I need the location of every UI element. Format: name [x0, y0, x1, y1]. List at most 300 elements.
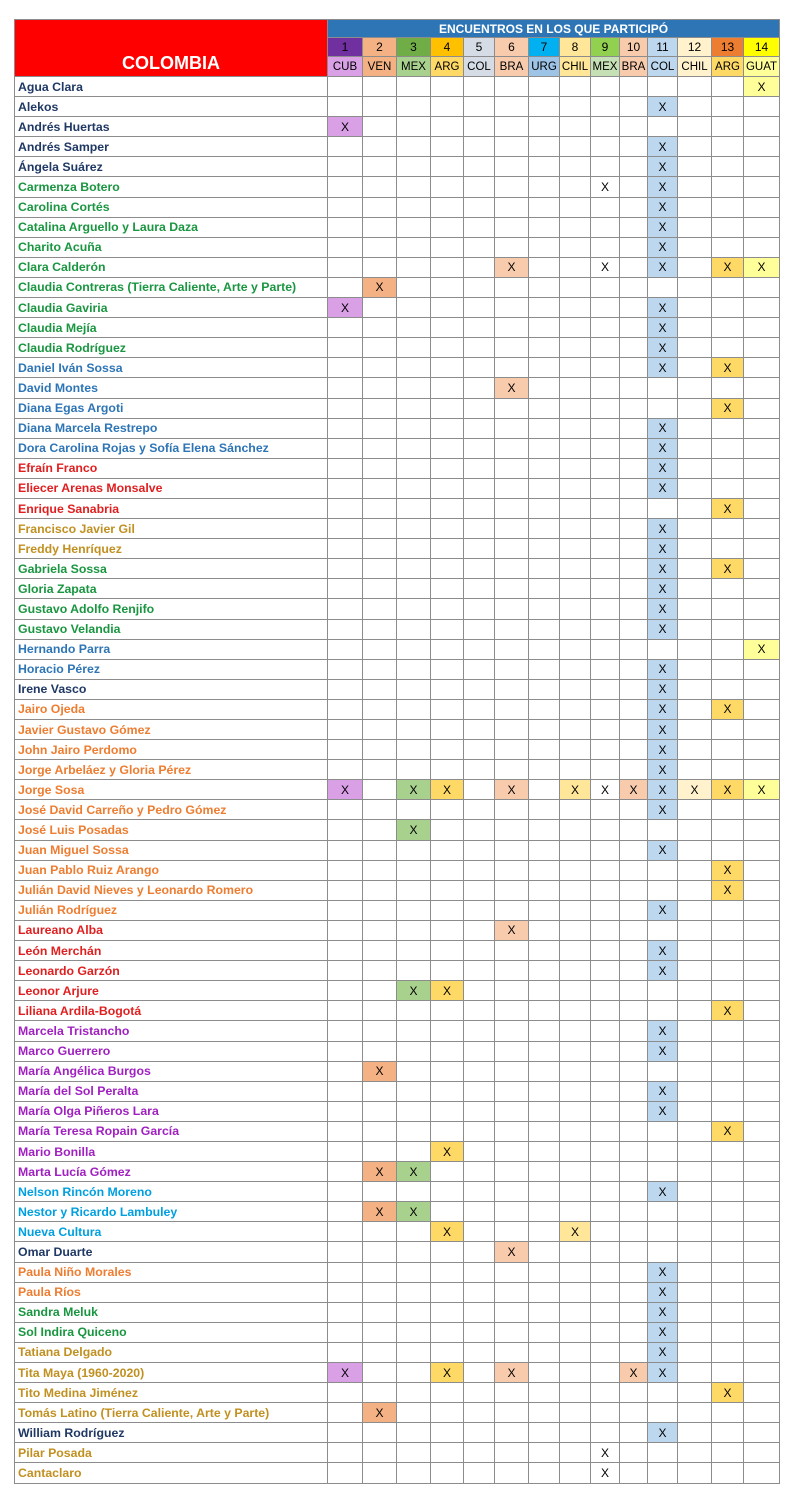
empty-cell — [648, 378, 678, 398]
participation-mark: X — [397, 1162, 431, 1182]
empty-cell — [397, 97, 431, 117]
empty-cell — [363, 197, 397, 217]
empty-cell — [397, 438, 431, 458]
empty-cell — [591, 378, 620, 398]
empty-cell — [529, 1001, 560, 1021]
participant-row — [15, 77, 780, 97]
participation-mark: X — [648, 579, 678, 599]
participant-row — [15, 237, 780, 257]
empty-cell — [529, 1423, 560, 1443]
participant-row — [15, 1423, 780, 1443]
empty-cell — [712, 900, 744, 920]
empty-cell — [529, 679, 560, 699]
empty-cell — [560, 1081, 591, 1101]
empty-cell — [560, 177, 591, 197]
empty-cell — [464, 1463, 495, 1483]
participant-name: Omar Duarte — [15, 1242, 328, 1262]
empty-cell — [495, 97, 529, 117]
empty-cell — [397, 559, 431, 579]
empty-cell — [328, 398, 363, 418]
empty-cell — [744, 277, 780, 297]
empty-cell — [495, 740, 529, 760]
empty-cell — [397, 498, 431, 518]
empty-cell — [495, 438, 529, 458]
empty-cell — [363, 338, 397, 358]
empty-cell — [431, 800, 464, 820]
participation-mark: X — [648, 1363, 678, 1383]
empty-cell — [397, 358, 431, 378]
empty-cell — [328, 438, 363, 458]
empty-cell — [431, 559, 464, 579]
empty-cell — [431, 1322, 464, 1342]
participant-name: Alekos — [15, 97, 328, 117]
empty-cell — [431, 197, 464, 217]
encuentro-number: 10 — [620, 38, 648, 57]
empty-cell — [620, 699, 648, 719]
participant-name: María Angélica Burgos — [15, 1061, 328, 1081]
empty-cell — [464, 1162, 495, 1182]
participant-name: Andrés Huertas — [15, 117, 328, 137]
participant-row — [15, 840, 780, 860]
empty-cell — [560, 920, 591, 940]
empty-cell — [560, 1041, 591, 1061]
empty-cell — [620, 720, 648, 740]
empty-cell — [620, 157, 648, 177]
participation-mark: X — [648, 1322, 678, 1342]
empty-cell — [591, 900, 620, 920]
participation-mark: X — [363, 1202, 397, 1222]
participation-mark: X — [648, 318, 678, 338]
participant-row — [15, 1242, 780, 1262]
empty-cell — [363, 559, 397, 579]
participation-mark: X — [648, 177, 678, 197]
empty-cell — [363, 298, 397, 318]
participant-name: Mario Bonilla — [15, 1141, 328, 1161]
empty-cell — [712, 1403, 744, 1423]
empty-cell — [591, 740, 620, 760]
participant-name: Claudia Mejía — [15, 318, 328, 338]
empty-cell — [495, 1001, 529, 1021]
empty-cell — [712, 137, 744, 157]
empty-cell — [397, 318, 431, 338]
empty-cell — [464, 800, 495, 820]
empty-cell — [712, 1202, 744, 1222]
empty-cell — [397, 519, 431, 539]
participant-name: Efraín Franco — [15, 458, 328, 478]
encuentros-header: ENCUENTROS EN LOS QUE PARTICIPÓ — [328, 20, 780, 38]
empty-cell — [495, 599, 529, 619]
empty-cell — [560, 860, 591, 880]
empty-cell — [397, 338, 431, 358]
empty-cell — [712, 1282, 744, 1302]
empty-cell — [744, 559, 780, 579]
empty-cell — [648, 1141, 678, 1161]
empty-cell — [648, 1121, 678, 1141]
empty-cell — [744, 237, 780, 257]
empty-cell — [678, 217, 712, 237]
empty-cell — [678, 1262, 712, 1282]
empty-cell — [328, 1463, 363, 1483]
empty-cell — [397, 1443, 431, 1463]
empty-cell — [464, 1262, 495, 1282]
empty-cell — [363, 217, 397, 237]
participant-row — [15, 157, 780, 177]
empty-cell — [431, 358, 464, 378]
empty-cell — [431, 458, 464, 478]
empty-cell — [712, 760, 744, 780]
encuentro-number: 11 — [648, 38, 678, 57]
participation-mark: X — [712, 780, 744, 800]
empty-cell — [431, 1463, 464, 1483]
empty-cell — [529, 197, 560, 217]
empty-cell — [712, 720, 744, 740]
empty-cell — [464, 1081, 495, 1101]
empty-cell — [431, 880, 464, 900]
empty-cell — [328, 97, 363, 117]
empty-cell — [464, 599, 495, 619]
empty-cell — [591, 1162, 620, 1182]
empty-cell — [328, 679, 363, 699]
empty-cell — [678, 1463, 712, 1483]
empty-cell — [712, 1081, 744, 1101]
empty-cell — [744, 177, 780, 197]
participation-mark: X — [648, 780, 678, 800]
empty-cell — [620, 961, 648, 981]
empty-cell — [397, 157, 431, 177]
empty-cell — [495, 1121, 529, 1141]
participation-mark: X — [648, 1101, 678, 1121]
empty-cell — [397, 1302, 431, 1322]
empty-cell — [431, 720, 464, 740]
empty-cell — [678, 257, 712, 277]
participant-name: Gloria Zapata — [15, 579, 328, 599]
empty-cell — [363, 1363, 397, 1383]
empty-cell — [363, 458, 397, 478]
empty-cell — [464, 1021, 495, 1041]
empty-cell — [363, 1021, 397, 1041]
participation-mark: X — [363, 1162, 397, 1182]
empty-cell — [620, 1463, 648, 1483]
participant-name: José Luis Posadas — [15, 820, 328, 840]
empty-cell — [464, 1202, 495, 1222]
empty-cell — [648, 981, 678, 1001]
empty-cell — [560, 1021, 591, 1041]
participation-mark: X — [363, 1061, 397, 1081]
empty-cell — [529, 1463, 560, 1483]
participation-mark: X — [620, 1363, 648, 1383]
empty-cell — [591, 961, 620, 981]
empty-cell — [431, 177, 464, 197]
participation-mark: X — [712, 257, 744, 277]
empty-cell — [495, 900, 529, 920]
empty-cell — [397, 619, 431, 639]
empty-cell — [560, 498, 591, 518]
empty-cell — [328, 1141, 363, 1161]
empty-cell — [529, 920, 560, 940]
participant-name: Sandra Meluk — [15, 1302, 328, 1322]
empty-cell — [529, 880, 560, 900]
empty-cell — [678, 117, 712, 137]
empty-cell — [363, 1242, 397, 1262]
empty-cell — [495, 1061, 529, 1081]
participation-mark: X — [620, 780, 648, 800]
empty-cell — [328, 77, 363, 97]
participant-name: Juan Pablo Ruiz Arango — [15, 860, 328, 880]
empty-cell — [712, 579, 744, 599]
empty-cell — [328, 237, 363, 257]
empty-cell — [744, 880, 780, 900]
participant-row — [15, 117, 780, 137]
empty-cell — [529, 1302, 560, 1322]
empty-cell — [744, 398, 780, 418]
empty-cell — [620, 438, 648, 458]
participation-mark: X — [591, 177, 620, 197]
empty-cell — [712, 1302, 744, 1322]
participation-mark: X — [648, 197, 678, 217]
empty-cell — [678, 338, 712, 358]
empty-cell — [712, 97, 744, 117]
participant-name: Ángela Suárez — [15, 157, 328, 177]
empty-cell — [678, 599, 712, 619]
participant-row — [15, 338, 780, 358]
empty-cell — [560, 1363, 591, 1383]
empty-cell — [678, 720, 712, 740]
empty-cell — [464, 1302, 495, 1322]
empty-cell — [591, 599, 620, 619]
empty-cell — [678, 900, 712, 920]
empty-cell — [620, 1182, 648, 1202]
empty-cell — [678, 298, 712, 318]
participant-name: Clara Calderón — [15, 257, 328, 277]
empty-cell — [363, 498, 397, 518]
empty-cell — [620, 1322, 648, 1342]
empty-cell — [591, 157, 620, 177]
empty-cell — [591, 1101, 620, 1121]
empty-cell — [431, 619, 464, 639]
empty-cell — [529, 559, 560, 579]
empty-cell — [591, 679, 620, 699]
empty-cell — [620, 378, 648, 398]
empty-cell — [431, 97, 464, 117]
participation-mark: X — [328, 780, 363, 800]
empty-cell — [397, 1081, 431, 1101]
participation-mark: X — [648, 1342, 678, 1362]
empty-cell — [328, 277, 363, 297]
empty-cell — [712, 1061, 744, 1081]
empty-cell — [363, 760, 397, 780]
participant-name: John Jairo Perdomo — [15, 740, 328, 760]
participant-row — [15, 177, 780, 197]
empty-cell — [712, 1021, 744, 1041]
empty-cell — [495, 1423, 529, 1443]
participant-row — [15, 1101, 780, 1121]
empty-cell — [560, 1242, 591, 1262]
empty-cell — [397, 800, 431, 820]
empty-cell — [397, 478, 431, 498]
participation-mark: X — [495, 1242, 529, 1262]
empty-cell — [560, 1282, 591, 1302]
participant-name: Pilar Posada — [15, 1443, 328, 1463]
empty-cell — [560, 398, 591, 418]
empty-cell — [328, 559, 363, 579]
empty-cell — [648, 1202, 678, 1222]
empty-cell — [620, 77, 648, 97]
empty-cell — [591, 1041, 620, 1061]
empty-cell — [431, 1041, 464, 1061]
empty-cell — [363, 117, 397, 137]
empty-cell — [560, 257, 591, 277]
empty-cell — [397, 699, 431, 719]
empty-cell — [431, 1282, 464, 1302]
empty-cell — [328, 137, 363, 157]
participant-row — [15, 1302, 780, 1322]
participant-name: José David Carreño y Pedro Gómez — [15, 800, 328, 820]
empty-cell — [678, 1403, 712, 1423]
empty-cell — [529, 539, 560, 559]
empty-cell — [464, 77, 495, 97]
participant-row — [15, 1342, 780, 1362]
empty-cell — [397, 1041, 431, 1061]
empty-cell — [712, 820, 744, 840]
empty-cell — [620, 277, 648, 297]
empty-cell — [363, 639, 397, 659]
empty-cell — [431, 277, 464, 297]
participant-name: Daniel Iván Sossa — [15, 358, 328, 378]
empty-cell — [431, 1121, 464, 1141]
empty-cell — [591, 1282, 620, 1302]
empty-cell — [591, 358, 620, 378]
empty-cell — [529, 1383, 560, 1403]
empty-cell — [591, 77, 620, 97]
empty-cell — [591, 458, 620, 478]
empty-cell — [620, 1282, 648, 1302]
empty-cell — [744, 1342, 780, 1362]
empty-cell — [328, 920, 363, 940]
participation-mark: X — [712, 1001, 744, 1021]
empty-cell — [363, 1262, 397, 1282]
empty-cell — [397, 740, 431, 760]
participant-name: Tatiana Delgado — [15, 1342, 328, 1362]
empty-cell — [620, 1202, 648, 1222]
participation-mark: X — [648, 358, 678, 378]
empty-cell — [363, 699, 397, 719]
empty-cell — [328, 981, 363, 1001]
empty-cell — [397, 1242, 431, 1262]
empty-cell — [744, 157, 780, 177]
empty-cell — [678, 800, 712, 820]
participant-row — [15, 197, 780, 217]
empty-cell — [678, 1423, 712, 1443]
empty-cell — [678, 820, 712, 840]
empty-cell — [712, 478, 744, 498]
empty-cell — [620, 1021, 648, 1041]
empty-cell — [397, 679, 431, 699]
empty-cell — [620, 1141, 648, 1161]
empty-cell — [620, 137, 648, 157]
empty-cell — [620, 579, 648, 599]
empty-cell — [328, 1202, 363, 1222]
empty-cell — [363, 599, 397, 619]
empty-cell — [464, 1182, 495, 1202]
participant-row — [15, 1021, 780, 1041]
participant-row — [15, 137, 780, 157]
participant-row — [15, 318, 780, 338]
empty-cell — [591, 1322, 620, 1342]
empty-cell — [431, 860, 464, 880]
empty-cell — [529, 1262, 560, 1282]
participation-mark: X — [712, 860, 744, 880]
empty-cell — [678, 137, 712, 157]
empty-cell — [712, 519, 744, 539]
empty-cell — [712, 941, 744, 961]
empty-cell — [397, 1021, 431, 1041]
encuentro-country-code: URG — [529, 57, 560, 77]
empty-cell — [464, 137, 495, 157]
empty-cell — [678, 438, 712, 458]
empty-cell — [591, 539, 620, 559]
participation-mark: X — [648, 740, 678, 760]
empty-cell — [464, 619, 495, 639]
empty-cell — [397, 1061, 431, 1081]
participant-name: Laureano Alba — [15, 920, 328, 940]
encuentro-country-code: BRA — [620, 57, 648, 77]
empty-cell — [560, 639, 591, 659]
empty-cell — [744, 619, 780, 639]
participation-mark: X — [495, 1363, 529, 1383]
empty-cell — [464, 1363, 495, 1383]
empty-cell — [591, 1121, 620, 1141]
empty-cell — [560, 157, 591, 177]
empty-cell — [648, 1061, 678, 1081]
empty-cell — [397, 941, 431, 961]
participant-row — [15, 217, 780, 237]
empty-cell — [712, 217, 744, 237]
participation-mark: X — [712, 1383, 744, 1403]
empty-cell — [363, 1182, 397, 1202]
empty-cell — [678, 177, 712, 197]
empty-cell — [712, 1182, 744, 1202]
participant-name: María del Sol Peralta — [15, 1081, 328, 1101]
empty-cell — [529, 1121, 560, 1141]
participant-name: Gustavo Velandia — [15, 619, 328, 639]
empty-cell — [328, 880, 363, 900]
empty-cell — [591, 217, 620, 237]
participant-name: Claudia Contreras (Tierra Caliente, Arte y Parte) — [15, 277, 328, 297]
empty-cell — [620, 1342, 648, 1362]
empty-cell — [744, 1222, 780, 1242]
empty-cell — [620, 318, 648, 338]
participation-mark: X — [712, 498, 744, 518]
empty-cell — [712, 1141, 744, 1161]
empty-cell — [678, 1121, 712, 1141]
empty-cell — [591, 820, 620, 840]
empty-cell — [712, 1363, 744, 1383]
participation-mark: X — [648, 1182, 678, 1202]
participant-row — [15, 1121, 780, 1141]
participant-name: Nueva Cultura — [15, 1222, 328, 1242]
participation-mark: X — [648, 900, 678, 920]
empty-cell — [560, 679, 591, 699]
participant-row — [15, 599, 780, 619]
empty-cell — [529, 177, 560, 197]
empty-cell — [328, 1101, 363, 1121]
empty-cell — [744, 1182, 780, 1202]
participant-name: Carmenza Botero — [15, 177, 328, 197]
participant-name: Gabriela Sossa — [15, 559, 328, 579]
empty-cell — [397, 137, 431, 157]
empty-cell — [648, 1222, 678, 1242]
empty-cell — [363, 177, 397, 197]
